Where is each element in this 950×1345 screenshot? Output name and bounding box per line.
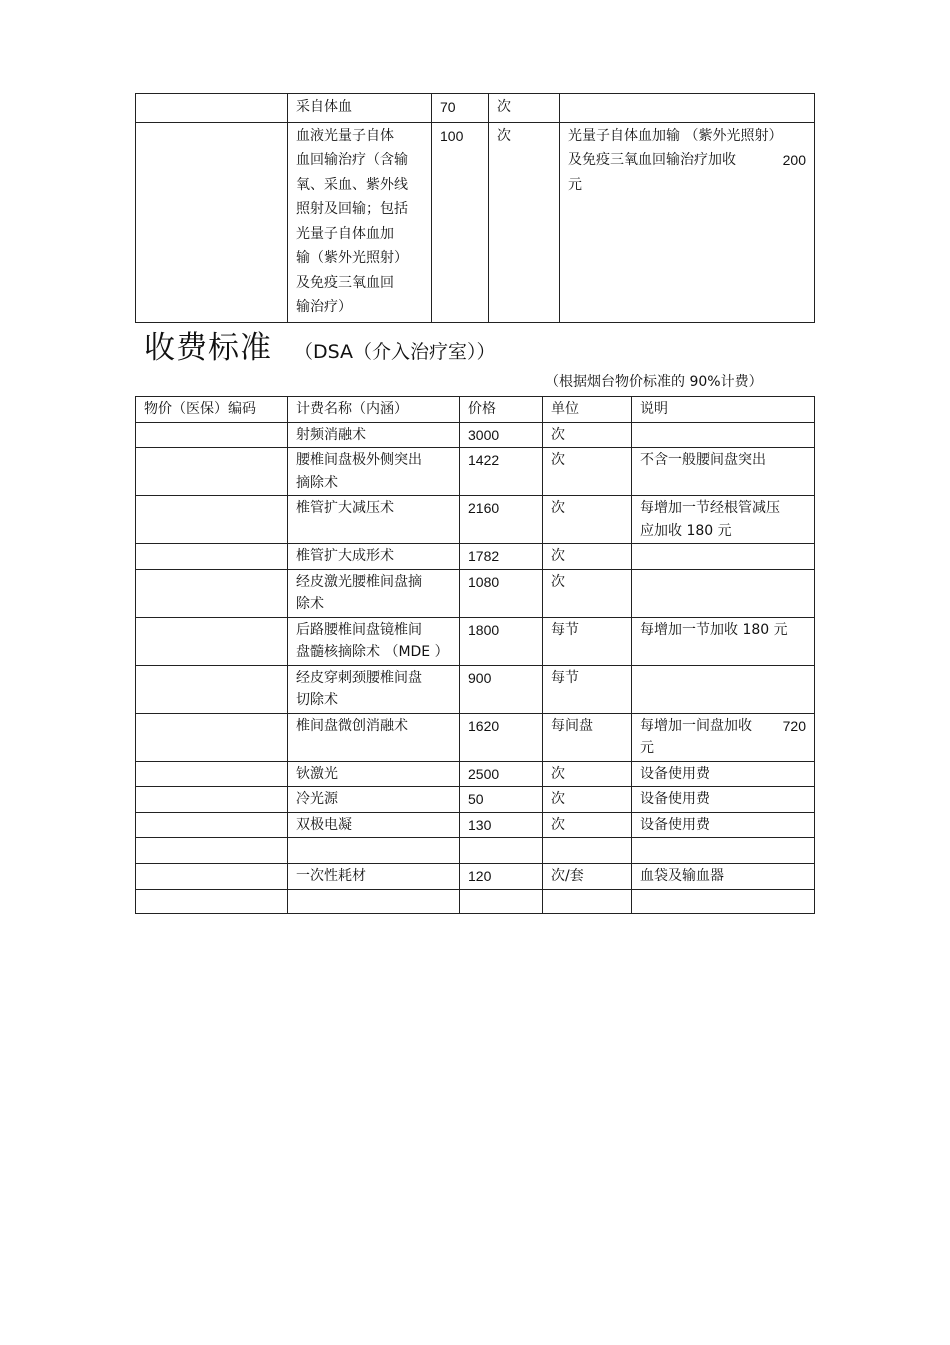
table-row — [136, 787, 815, 813]
code-cell — [136, 812, 288, 838]
unit-cell: 每节 — [543, 665, 632, 713]
table-row — [136, 94, 815, 123]
desc-cell — [632, 422, 815, 448]
price-cell: 50 — [460, 787, 543, 813]
code-cell — [136, 122, 288, 322]
name-line: 腰椎间盘极外侧突出 — [296, 452, 422, 468]
unit-cell: 次 — [543, 448, 632, 496]
name-line: 血液光量子自体 — [296, 127, 394, 144]
desc-cell — [632, 569, 815, 617]
table-header-row — [136, 397, 815, 423]
name-cell: 采自体血 — [288, 94, 432, 123]
unit-cell: 次 — [543, 761, 632, 787]
name-line: 除术 — [296, 596, 324, 612]
desc-line: 应加收 180 元 — [640, 522, 732, 539]
name-line: 输（紫外光照射） — [296, 250, 408, 266]
name-cell: 椎管扩大成形术 — [288, 544, 460, 570]
desc-amount: 720 — [782, 717, 806, 734]
table-row — [136, 761, 815, 787]
name-line: 及免疫三氧血回 — [296, 274, 394, 291]
price-cell: 120 — [460, 864, 543, 890]
desc-cell — [632, 889, 815, 913]
name-cell — [288, 122, 432, 322]
page-title: 收费标准 — [144, 330, 272, 366]
name-cell — [288, 617, 460, 665]
unit-cell: 次 — [489, 122, 560, 322]
code-cell — [136, 448, 288, 496]
desc-cell — [560, 122, 815, 322]
name-line: 照射及回输；包括 — [296, 201, 408, 217]
code-cell — [136, 713, 288, 761]
name-line: 盘髓核摘除术 （MDE ） — [296, 644, 449, 660]
name-cell: 一次性耗材 — [288, 864, 460, 890]
unit-cell: 次 — [489, 94, 560, 123]
header-desc: 说明 — [632, 397, 815, 423]
price-cell: 1080 — [460, 569, 543, 617]
table-row — [136, 713, 815, 761]
table-row — [136, 496, 815, 544]
continued-fee-table — [135, 93, 815, 323]
desc-line: 元 — [640, 740, 654, 756]
desc-cell: 不含一般腰间盘突出 — [632, 448, 815, 496]
price-cell: 2500 — [460, 761, 543, 787]
code-cell — [136, 864, 288, 890]
desc-cell: 每增加一节加收 180 元 — [632, 617, 815, 665]
table-row — [136, 422, 815, 448]
name-cell — [288, 665, 460, 713]
desc-cell — [560, 94, 815, 123]
desc-line: 光量子自体血加输 （紫外光照射） — [568, 127, 783, 144]
table-row — [136, 838, 815, 864]
name-cell: 双极电凝 — [288, 812, 460, 838]
table-row — [136, 448, 815, 496]
desc-line — [640, 715, 806, 738]
code-cell — [136, 889, 288, 913]
unit-cell: 次 — [543, 569, 632, 617]
table-row — [136, 617, 815, 665]
unit-cell — [543, 838, 632, 864]
fee-standard-table — [135, 396, 815, 914]
unit-cell: 次 — [543, 787, 632, 813]
price-cell: 2160 — [460, 496, 543, 544]
code-cell — [136, 569, 288, 617]
name-cell — [288, 838, 460, 864]
name-cell: 冷光源 — [288, 787, 460, 813]
table-row — [136, 864, 815, 890]
price-cell — [460, 889, 543, 913]
name-cell — [288, 889, 460, 913]
unit-cell: 次 — [543, 812, 632, 838]
desc-cell — [632, 496, 815, 544]
unit-cell: 每节 — [543, 617, 632, 665]
header-name: 计费名称（内涵） — [288, 397, 460, 423]
name-line: 摘除术 — [296, 474, 338, 491]
name-cell — [288, 569, 460, 617]
desc-cell — [632, 665, 815, 713]
section-heading — [144, 322, 496, 367]
code-cell — [136, 838, 288, 864]
code-cell — [136, 665, 288, 713]
desc-amount: 200 — [782, 152, 806, 168]
desc-cell: 血袋及输血器 — [632, 864, 815, 890]
unit-cell: 次 — [543, 422, 632, 448]
pricing-note: （根据烟台物价标准的 90%计费） — [545, 374, 763, 390]
desc-line — [568, 148, 806, 173]
table-row — [136, 569, 815, 617]
page-subtitle: （DSA（介入治疗室）） — [294, 341, 496, 363]
desc-line: 每增加一节经根管减压 — [640, 500, 780, 516]
header-price: 价格 — [460, 397, 543, 423]
desc-cell: 设备使用费 — [632, 812, 815, 838]
name-line: 后路腰椎间盘镜椎间 — [296, 621, 422, 638]
header-code: 物价（医保）编码 — [136, 397, 288, 423]
desc-cell: 设备使用费 — [632, 787, 815, 813]
code-cell — [136, 496, 288, 544]
unit-cell: 每间盘 — [543, 713, 632, 761]
name-line: 经皮穿刺颈腰椎间盘 — [296, 669, 422, 686]
desc-line: 元 — [568, 176, 582, 193]
table-row — [136, 889, 815, 913]
name-cell: 椎管扩大减压术 — [288, 496, 460, 544]
desc-cell — [632, 713, 815, 761]
name-line: 血回输治疗（含输 — [296, 152, 408, 168]
name-cell — [288, 448, 460, 496]
price-cell: 1620 — [460, 713, 543, 761]
price-cell: 900 — [460, 665, 543, 713]
code-cell — [136, 787, 288, 813]
name-line: 切除术 — [296, 692, 338, 708]
price-cell: 130 — [460, 812, 543, 838]
name-line: 氧、采血、紫外线 — [296, 176, 408, 193]
desc-cell — [632, 838, 815, 864]
unit-cell: 次 — [543, 496, 632, 544]
unit-cell — [543, 889, 632, 913]
name-cell: 椎间盘微创消融术 — [288, 713, 460, 761]
code-cell — [136, 544, 288, 570]
code-cell — [136, 617, 288, 665]
code-cell — [136, 94, 288, 123]
name-line: 经皮激光腰椎间盘摘 — [296, 573, 422, 590]
name-line: 输治疗） — [296, 299, 352, 315]
price-cell — [460, 838, 543, 864]
header-unit: 单位 — [543, 397, 632, 423]
table-row — [136, 665, 815, 713]
price-cell: 1782 — [460, 544, 543, 570]
desc-cell — [632, 544, 815, 570]
price-cell: 100 — [432, 122, 489, 322]
desc-cell: 设备使用费 — [632, 761, 815, 787]
desc-text: 每增加一间盘加收 — [640, 717, 752, 734]
unit-cell: 次/套 — [543, 864, 632, 890]
price-cell: 3000 — [460, 422, 543, 448]
price-cell: 1422 — [460, 448, 543, 496]
table-row — [136, 812, 815, 838]
code-cell — [136, 761, 288, 787]
table-row — [136, 544, 815, 570]
name-line: 光量子自体血加 — [296, 225, 394, 242]
unit-cell: 次 — [543, 544, 632, 570]
desc-text: 及免疫三氧血回输治疗加收 — [568, 152, 736, 168]
name-cell: 射频消融术 — [288, 422, 460, 448]
code-cell — [136, 422, 288, 448]
name-cell: 钬激光 — [288, 761, 460, 787]
price-cell: 1800 — [460, 617, 543, 665]
price-cell: 70 — [432, 94, 489, 123]
table-row — [136, 122, 815, 322]
